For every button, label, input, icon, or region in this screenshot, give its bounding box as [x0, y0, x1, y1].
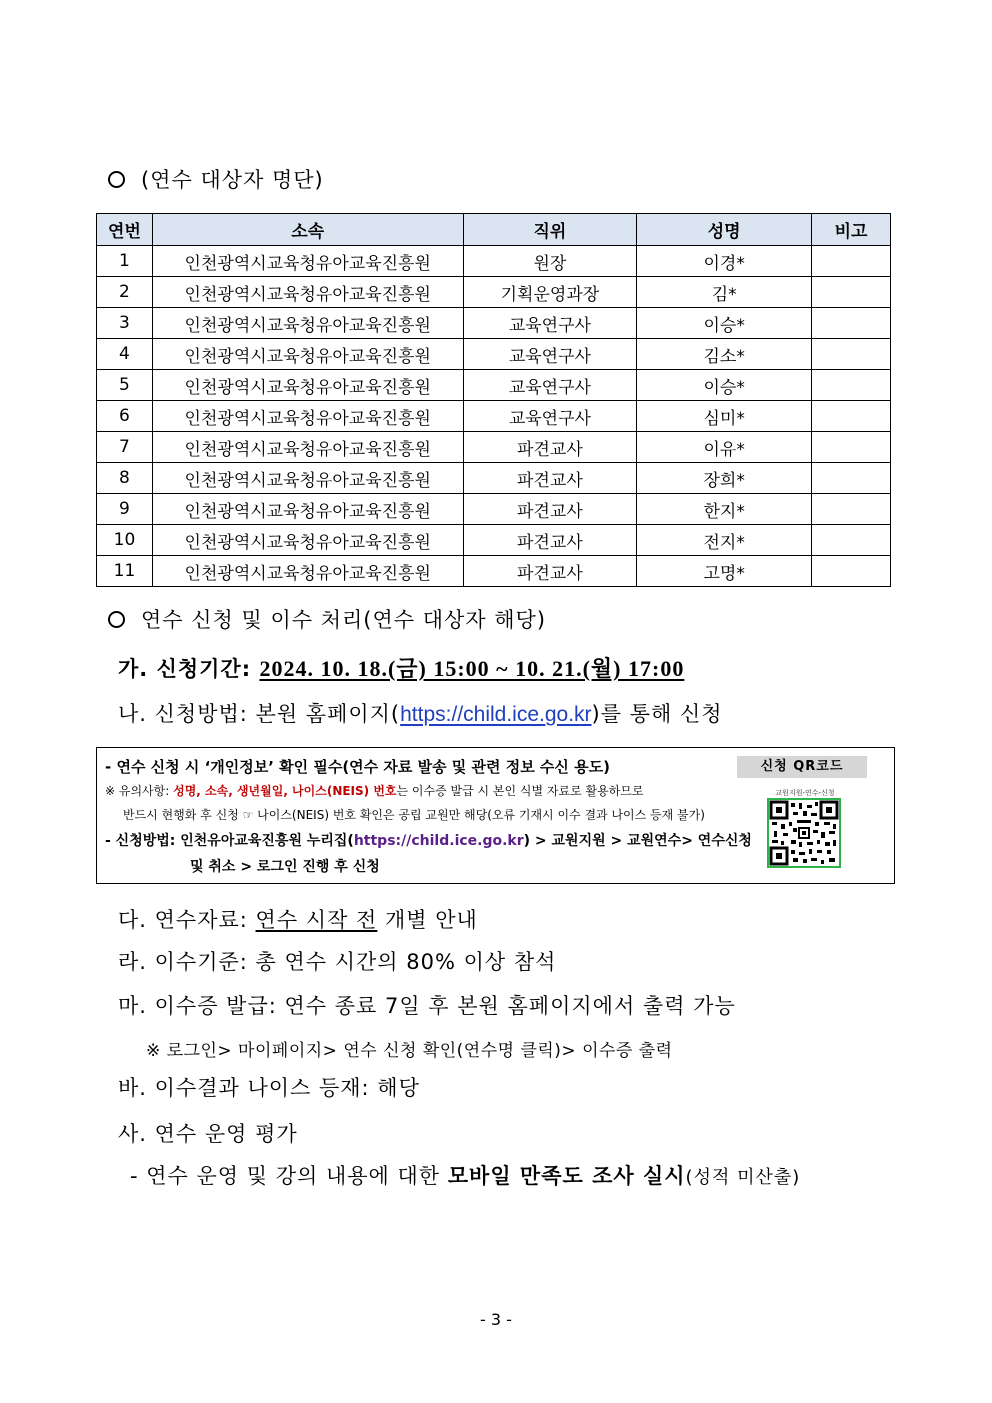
header-cell: 연번	[97, 214, 153, 246]
notice-line-3: 반드시 현행화 후 신청 ☞ 나이스(NEIS) 번호 확인은 공립 교원만 해당(오류 기재시 이수 결과 나이스 등재 불가)	[123, 808, 705, 822]
item-sa: 사. 연수 운영 평가	[118, 1122, 298, 1146]
item-ma: 마. 이수증 발급: 연수 종료 7일 후 본원 홈페이지에서 출력 가능	[118, 994, 736, 1018]
notice-line-4: - 신청방법: 인천유아교육진흥원 누리집(https://child.ice.go.kr) > 교원지원 > 교원연수> 연수신청	[105, 833, 752, 849]
table-cell: 인천광역시교육청유아교육진흥원	[152, 401, 463, 432]
table-row	[97, 556, 891, 587]
table-cell: 인천광역시교육청유아교육진흥원	[152, 556, 463, 587]
table-cell: 인천광역시교육청유아교육진흥원	[152, 494, 463, 525]
table-cell: 파견교사	[463, 463, 637, 494]
table-cell: 이경*	[637, 246, 812, 277]
notice-line-5: 및 취소 > 로그인 진행 후 신청	[190, 859, 380, 875]
table-cell: 교육연구사	[463, 339, 637, 370]
item-sa-detail: - 연수 운영 및 강의 내용에 대한 모바일 만족도 조사 실시(성적 미산출)	[130, 1164, 801, 1188]
table-cell: 기획운영과장	[463, 277, 637, 308]
table-cell: 인천광역시교육청유아교육진흥원	[152, 246, 463, 277]
hollow-circle-icon	[108, 611, 125, 628]
nurizip-link[interactable]: https://child.ice.go.kr	[353, 833, 524, 849]
table-cell	[812, 370, 891, 401]
table-cell: 고명*	[637, 556, 812, 587]
table-cell: 원장	[463, 246, 637, 277]
table-cell: 김소*	[637, 339, 812, 370]
header-cell: 소속	[152, 214, 463, 246]
table-cell: 9	[97, 494, 153, 525]
table-cell: 인천광역시교육청유아교육진흥원	[152, 370, 463, 401]
table-cell: 11	[97, 556, 153, 587]
apply-heading: 연수 신청 및 이수 처리(연수 대상자 해당)	[108, 604, 546, 634]
table-cell	[812, 494, 891, 525]
qr-title: 신청 QR코드	[737, 756, 867, 778]
table-cell: 2	[97, 277, 153, 308]
homepage-link[interactable]: https://child.ice.go.kr	[400, 703, 592, 726]
table-cell	[812, 525, 891, 556]
table-cell: 교육연구사	[463, 308, 637, 339]
table-cell: 전지*	[637, 525, 812, 556]
table-cell	[812, 339, 891, 370]
table-cell: 인천광역시교육청유아교육진흥원	[152, 432, 463, 463]
notice-box	[96, 747, 895, 884]
table-cell: 김*	[637, 277, 812, 308]
table-cell: 교육연구사	[463, 401, 637, 432]
table-cell	[812, 401, 891, 432]
header-cell: 직위	[463, 214, 637, 246]
qr-code-image[interactable]	[767, 798, 841, 868]
table-row	[97, 525, 891, 556]
table-cell: 이유*	[637, 432, 812, 463]
table-row	[97, 370, 891, 401]
table-row	[97, 339, 891, 370]
item-ra: 라. 이수기준: 총 연수 시간의 80% 이상 참석	[118, 950, 557, 974]
table-row	[97, 494, 891, 525]
table-cell: 인천광역시교육청유아교육진흥원	[152, 525, 463, 556]
table-cell	[812, 277, 891, 308]
table-cell: 이승*	[637, 370, 812, 401]
table-cell: 인천광역시교육청유아교육진흥원	[152, 339, 463, 370]
table-row	[97, 246, 891, 277]
table-cell: 3	[97, 308, 153, 339]
table-cell: 이승*	[637, 308, 812, 339]
header-cell: 비고	[812, 214, 891, 246]
table-cell: 인천광역시교육청유아교육진흥원	[152, 308, 463, 339]
table-cell: 8	[97, 463, 153, 494]
table-cell	[812, 556, 891, 587]
table-cell: 5	[97, 370, 153, 401]
table-row	[97, 463, 891, 494]
page-number: - 3 -	[480, 1310, 512, 1329]
qr-code-icon	[769, 800, 839, 866]
table-cell: 교육연구사	[463, 370, 637, 401]
table-header-row	[97, 214, 891, 246]
table-cell	[812, 246, 891, 277]
table-cell	[812, 308, 891, 339]
notice-line-1: - 연수 신청 시 ‘개인정보’ 확인 필수(연수 자료 발송 및 관련 정보 수신 용도)	[105, 758, 610, 776]
table-row	[97, 277, 891, 308]
roster-heading: (연수 대상자 명단)	[108, 164, 324, 194]
table-cell: 심미*	[637, 401, 812, 432]
table-cell: 파견교사	[463, 494, 637, 525]
table-row	[97, 308, 891, 339]
table-cell: 장희*	[637, 463, 812, 494]
table-cell: 파견교사	[463, 525, 637, 556]
item-ga: 가. 신청기간: 2024. 10. 18.(금) 15:00 ~ 10. 21.(월) 17:00	[118, 656, 685, 681]
roster-table	[96, 213, 891, 587]
table-cell: 인천광역시교육청유아교육진흥원	[152, 277, 463, 308]
item-da: 다. 연수자료: 연수 시작 전 개별 안내	[118, 908, 478, 932]
item-na: 나. 신청방법: 본원 홈페이지(https://child.ice.go.kr)를 통해 신청	[118, 702, 723, 726]
hollow-circle-icon	[108, 171, 125, 188]
notice-line-2: ※ 유의사항: 성명, 소속, 생년월일, 나이스(NEIS) 번호는 이수증 발급 시 본인 식별 자료로 활용하므로	[105, 784, 644, 798]
table-cell: 파견교사	[463, 556, 637, 587]
application-period: 2024. 10. 18.(금) 15:00 ~ 10. 21.(월) 17:00	[259, 656, 685, 681]
table-row	[97, 432, 891, 463]
item-ma-note: ※ 로그인> 마이페이지> 연수 신청 확인(연수명 클릭)> 이수증 출력	[146, 1041, 673, 1061]
table-cell: 한지*	[637, 494, 812, 525]
table-cell: 4	[97, 339, 153, 370]
table-cell: 10	[97, 525, 153, 556]
qr-caption: 교원지원-연수-신청	[775, 789, 835, 797]
table-cell: 6	[97, 401, 153, 432]
table-cell: 인천광역시교육청유아교육진흥원	[152, 463, 463, 494]
table-cell	[812, 432, 891, 463]
table-cell: 7	[97, 432, 153, 463]
table-cell: 1	[97, 246, 153, 277]
table-cell	[812, 463, 891, 494]
table-cell: 파견교사	[463, 432, 637, 463]
table-row	[97, 401, 891, 432]
item-ba: 바. 이수결과 나이스 등재: 해당	[118, 1076, 420, 1100]
header-cell: 성명	[637, 214, 812, 246]
